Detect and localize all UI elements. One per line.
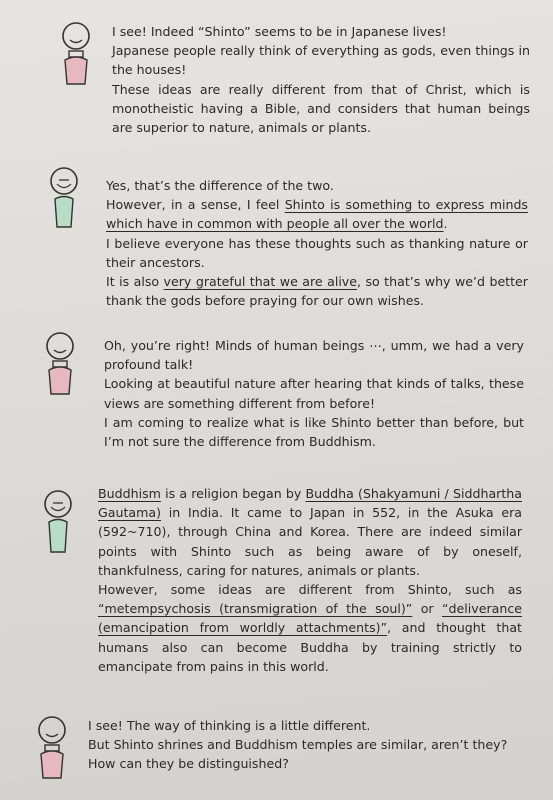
boy-character-icon: [52, 18, 100, 88]
dialogue-text-4: [98, 484, 522, 676]
dialogue-paragraph: [106, 272, 528, 310]
girl-character-icon: [40, 163, 88, 233]
boy-character-icon: [36, 328, 84, 398]
dialogue-paragraph: [112, 22, 530, 41]
dialogue-paragraph: [98, 484, 522, 580]
dialogue-paragraph: [104, 413, 524, 451]
dialogue-paragraph: [98, 580, 522, 676]
text-run: or: [412, 601, 442, 617]
text-run: It is also: [106, 274, 164, 290]
underlined-phrase: Shinto is something to express minds which have in common with people all over the world: [106, 197, 528, 232]
text-run: However, some ideas are different from Shinto, such as: [98, 582, 522, 598]
dialogue-paragraph: [88, 735, 518, 754]
dialogue-paragraph: [104, 336, 524, 374]
text-run: How can they be distinguished?: [88, 756, 289, 772]
underlined-phrase: “metempsychosis (transmigration of the soul)”: [98, 601, 413, 617]
dialogue-paragraph: [112, 41, 530, 79]
dialogue-text-1: [112, 22, 530, 137]
text-run: , so that’s why we’d better thank the gods before praying for our own wishes.: [106, 274, 528, 309]
dialogue-paragraph: [106, 176, 528, 195]
dialogue-paragraph: [88, 716, 518, 735]
dialogue-text-2: [106, 176, 528, 310]
text-run: I believe everyone has these thoughts such as thanking nature or their ancestors.: [106, 235, 528, 270]
dialogue-paragraph: [112, 80, 530, 138]
text-run: I am coming to realize what is like Shinto better than before, but I’m not sure the difference from Buddhism.: [104, 414, 524, 450]
underlined-phrase: Buddhism: [98, 486, 161, 501]
dialogue-paragraph: [88, 754, 518, 773]
text-run: Looking at beautiful nature after hearing that kinds of talks, these views are something different from before!: [104, 376, 524, 411]
text-run: Oh, you’re right! Minds of human beings ⋯, umm, we had a very profound talk!: [104, 338, 524, 373]
dialogue-paragraph: [104, 374, 524, 412]
text-run: These ideas are really different from that of Christ, which is monotheistic having a Bible, and considers that human beings are superior to nature, animals or plants.: [112, 81, 530, 136]
underlined-phrase: very grateful that we are alive: [163, 274, 358, 290]
underlined-phrase: “deliverance (emancipation from worldly attachments)”: [98, 601, 523, 636]
dialogue-text-5: [88, 716, 518, 774]
dialogue-paragraph: [106, 234, 528, 272]
text-run: .: [443, 216, 448, 232]
underlined-phrase: Buddha (Shakyamuni / Siddhartha Gautama): [98, 486, 522, 521]
text-run: I see! The way of thinking is a little different.: [88, 718, 371, 733]
dialogue-text-3: [104, 336, 524, 451]
text-run: , and thought that humans also can become Buddha by training strictly to emancipate from pains in this world.: [98, 620, 522, 674]
text-run: I see! Indeed “Shinto” seems to be in Japanese lives!: [112, 24, 447, 39]
dialogue-paragraph: [106, 195, 528, 233]
text-run: However, in a sense, I feel: [106, 197, 285, 213]
text-run: is a religion began by: [160, 486, 306, 501]
text-run: Yes, that’s the difference of the two.: [106, 178, 334, 193]
boy-character-icon: [28, 712, 76, 782]
girl-character-icon: [34, 486, 82, 558]
text-run: But Shinto shrines and Buddhism temples are similar, aren’t they?: [88, 737, 508, 753]
text-run: Japanese people really think of everything as gods, even things in the houses!: [112, 43, 530, 78]
text-run: in India. It came to Japan in 552, in the Asuka era (592~710), through China and Korea. There are indeed similar points with Shinto such as being aware of by oneself, thankfulness, caring for natures, animals or plants.: [98, 505, 522, 578]
